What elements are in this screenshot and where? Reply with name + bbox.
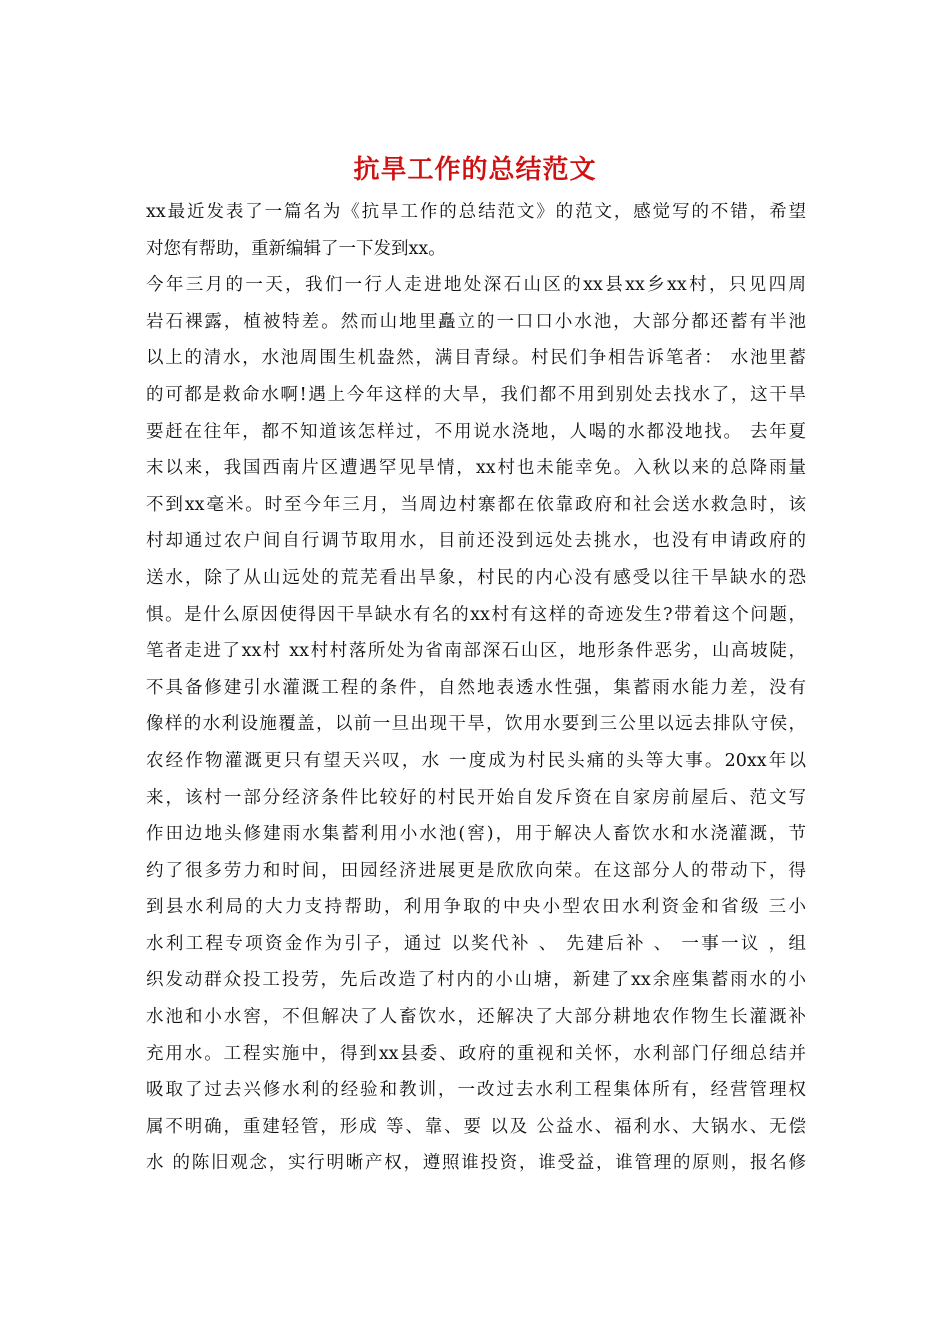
- text-line: 惧。是什么原因使得因干旱缺水有名的xx村有这样的奇迹发生?带着这个问题，: [146, 604, 806, 625]
- text-line: 不具备修建引水灌溉工程的条件，自然地表透水性强，集蓄雨水能力差，没有: [146, 677, 806, 698]
- text-line: 今年三月的一天，我们一行人走进地处深石山区的xx县xx乡xx村，只见四周: [146, 275, 806, 296]
- text-line: 到县水利局的大力支持帮助，利用争取的中央小型农田水利资金和省级 三小: [146, 897, 806, 918]
- text-line: 吸取了过去兴修水利的经验和教训，一改过去水利工程集体所有，经营管理权: [146, 1080, 806, 1101]
- text-line: 充用水。工程实施中，得到xx县委、政府的重视和关怀，水利部门仔细总结并: [146, 1043, 806, 1064]
- text-line: 属不明确，重建轻管，形成 等、靠、要 以及 公益水、福利水、大锅水、无偿: [146, 1116, 806, 1137]
- text-line: 农经作物灌溉更只有望天兴叹，水 一度成为村民头痛的头等大事。20xx年以: [146, 750, 806, 771]
- text-line: 笔者走进了xx村 xx村村落所处为省南部深石山区，地形条件恶劣，山高坡陡，: [146, 641, 806, 662]
- text-line: 送水，除了从山远处的荒芜看出旱象，村民的内心没有感受以往干旱缺水的恐: [146, 567, 806, 588]
- text-line: 水池和小水窖，不但解决了人畜饮水，还解决了大部分耕地农作物生长灌溉补: [146, 1007, 806, 1028]
- text-line: 水 的陈旧观念，实行明晰产权，遵照谁投资，谁受益，谁管理的原则，报名修: [146, 1153, 806, 1174]
- document-body: [146, 194, 806, 1182]
- text-line: 以上的清水，水池周围生机盎然，满目青绿。村民们争相告诉笔者： 水池里蓄: [146, 348, 806, 369]
- text-line: 像样的水利设施覆盖，以前一旦出现干旱，饮用水要到三公里以远去排队守侯，: [146, 714, 806, 735]
- text-line: 来，该村一部分经济条件比较好的村民开始自发斥资在自家房前屋后、范文写: [146, 787, 806, 808]
- document-title: 抗旱工作的总结范文: [353, 155, 597, 185]
- text-line: xx最近发表了一篇名为《抗旱工作的总结范文》的范文，感觉写的不错，希望: [146, 202, 806, 222]
- text-line: 织发动群众投工投劳，先后改造了村内的小山塘，新建了xx余座集蓄雨水的小: [146, 970, 806, 991]
- text-line: 作田边地头修建雨水集蓄利用小水池(窖)，用于解决人畜饮水和水浇灌溉，节: [146, 824, 806, 845]
- text-line: 对您有帮助，重新编辑了一下发到xx。: [146, 238, 446, 259]
- text-line: 水利工程专项资金作为引子，通过 以奖代补 、 先建后补 、 一事一议 ，组: [146, 933, 806, 954]
- text-line: 的可都是救命水啊!遇上今年这样的大旱，我们都不用到别处去找水了，这干旱: [146, 384, 806, 405]
- text-line: 要赶在往年，都不知道该怎样过，不用说水浇地，人喝的水都没地找。 去年夏: [146, 421, 806, 442]
- text-line: 村却通过农户间自行调节取用水，目前还没到远处去挑水，也没有申请政府的: [146, 531, 806, 552]
- text-line: 岩石裸露，植被特差。然而山地里矗立的一口口小水池，大部分都还蓄有半池: [146, 311, 806, 332]
- text-line: 约了很多劳力和时间，田园经济进展更是欣欣向荣。在这部分人的带动下，得: [146, 860, 806, 881]
- text-line: 末以来，我国西南片区遭遇罕见旱情，xx村也未能幸免。入秋以来的总降雨量: [146, 458, 806, 479]
- text-line: 不到xx毫米。时至今年三月，当周边村寨都在依靠政府和社会送水救急时，该: [146, 494, 806, 515]
